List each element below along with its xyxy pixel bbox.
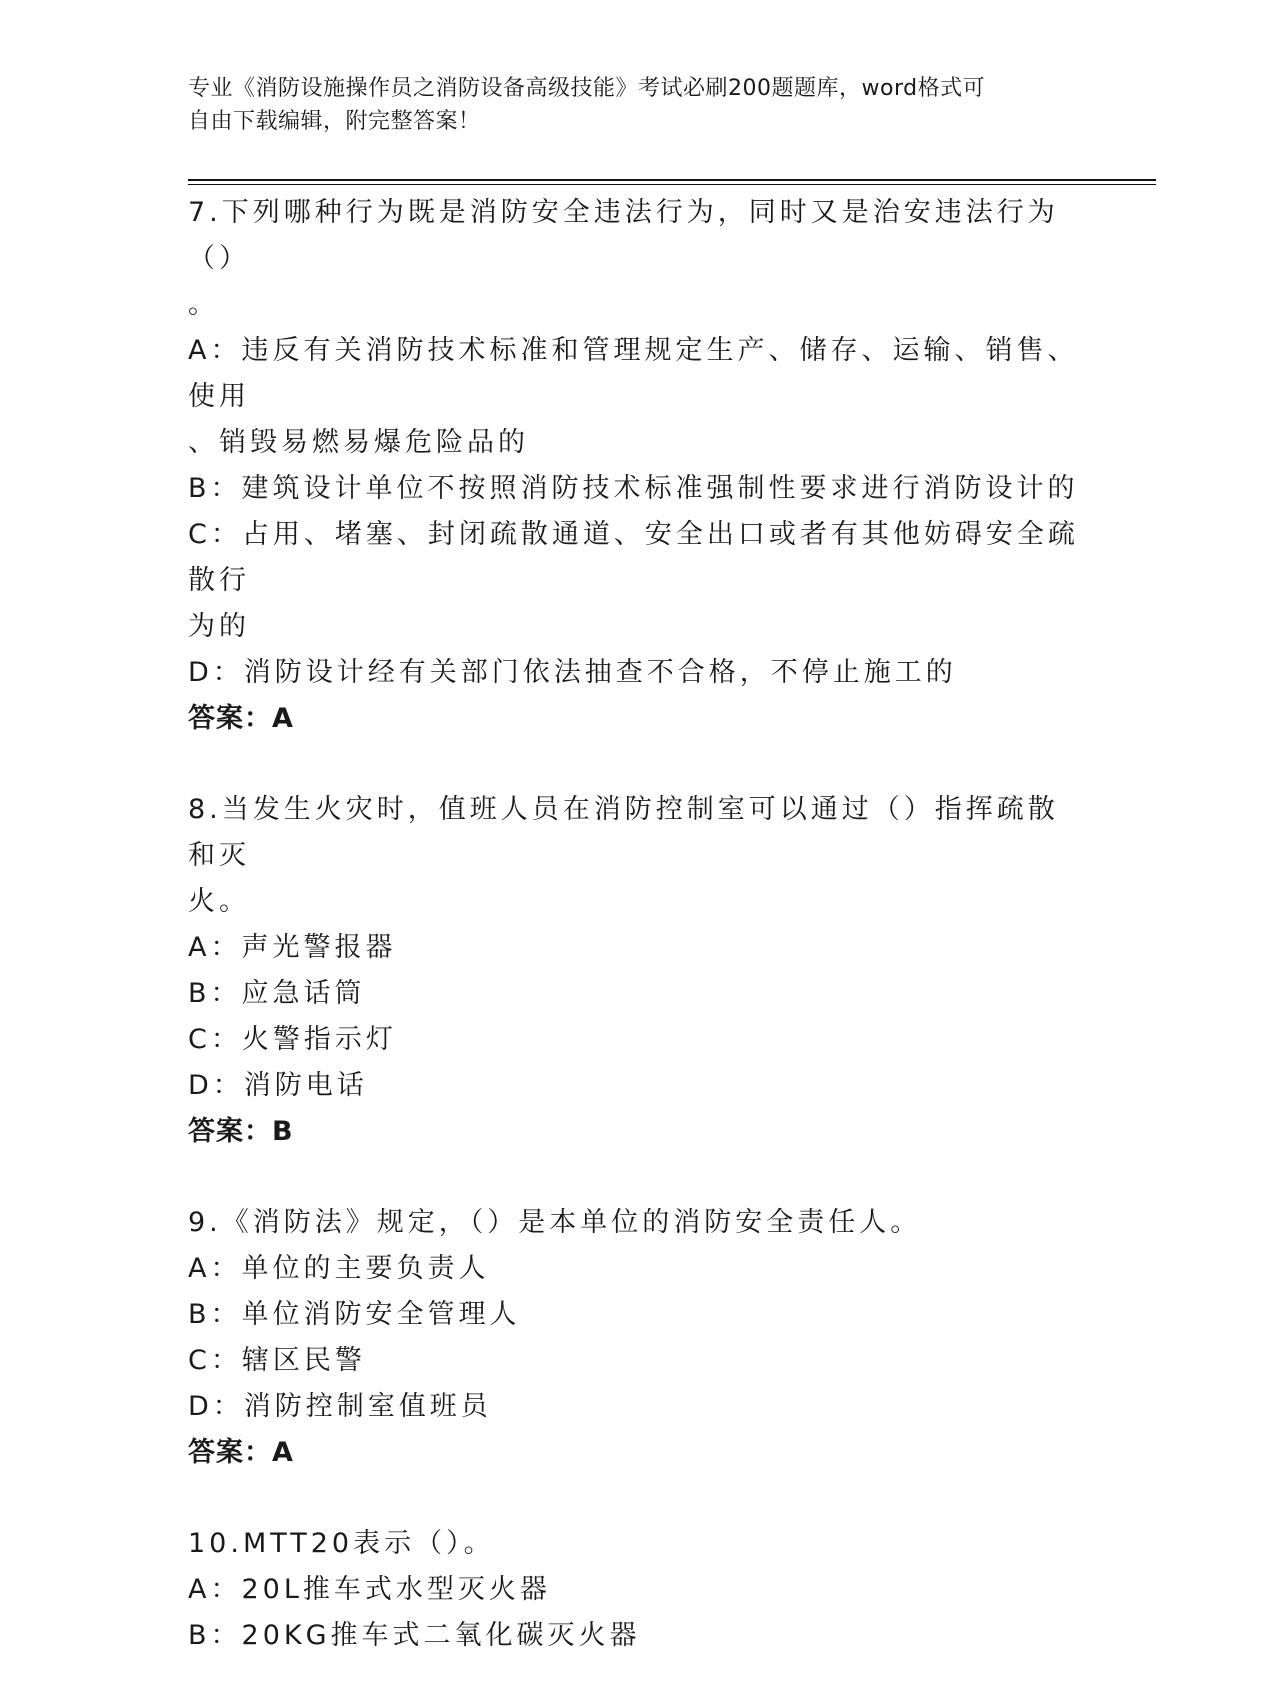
header-line-1: 专业《消防设施操作员之消防设备高级技能》考试必刷200题题库，word格式可 [188, 76, 986, 101]
option-a: A：单位的主要负责人 [188, 1253, 490, 1284]
answer-label: 答案：B [188, 1116, 294, 1147]
question-list [188, 190, 1088, 1704]
header-divider-thick [188, 179, 1156, 181]
option-b: B：单位消防安全管理人 [188, 1299, 521, 1330]
question-stem: 7.下列哪种行为既是消防安全违法行为，同时又是治安违法行为（） [188, 197, 1059, 274]
question-stem: 火。 [188, 886, 250, 917]
question-stem: 。 [188, 289, 219, 320]
option-a: A：声光警报器 [188, 932, 397, 963]
answer-label: 答案：A [188, 703, 294, 734]
question-stem: 9.《消防法》规定，（）是本单位的消防安全责任人。 [188, 1207, 922, 1238]
option-b: B：应急话筒 [188, 978, 366, 1009]
option-d: D：消防设计经有关部门依法抽查不合格，不停止施工的 [188, 657, 957, 688]
question-9 [188, 1200, 1088, 1476]
question-7 [188, 190, 1088, 742]
answer-label: 答案：A [188, 1437, 294, 1468]
question-stem: 10.MTT20表示（）。 [188, 1528, 495, 1559]
option-b: B：20KG推车式二氧化碳灭火器 [188, 1620, 641, 1651]
option-a-cont: 、销毁易燃易爆危险品的 [188, 427, 529, 458]
header-line-2: 自由下载编辑，附完整答案！ [188, 109, 481, 134]
question-stem: 8.当发生火灾时，值班人员在消防控制室可以通过（）指挥疏散和灭 [188, 794, 1059, 871]
option-a: A：20L推车式水型灭火器 [188, 1574, 551, 1605]
option-a: A：违反有关消防技术标准和管理规定生产、储存、运输、销售、使用 [188, 335, 1079, 412]
option-d: D：消防控制室值班员 [188, 1391, 492, 1422]
option-c: C：辖区民警 [188, 1345, 366, 1376]
option-b: B：建筑设计单位不按照消防技术标准强制性要求进行消防设计的 [188, 473, 1079, 504]
question-8 [188, 787, 1088, 1155]
option-d: D：消防电话 [188, 1070, 368, 1101]
header-divider-thin [188, 184, 1156, 185]
question-10 [188, 1521, 1088, 1659]
document-header [188, 72, 1088, 138]
option-c: C：占用、堵塞、封闭疏散通道、安全出口或者有其他妨碍安全疏散行 [188, 519, 1079, 596]
option-c: C：火警指示灯 [188, 1024, 397, 1055]
option-c-cont: 为的 [188, 611, 250, 642]
